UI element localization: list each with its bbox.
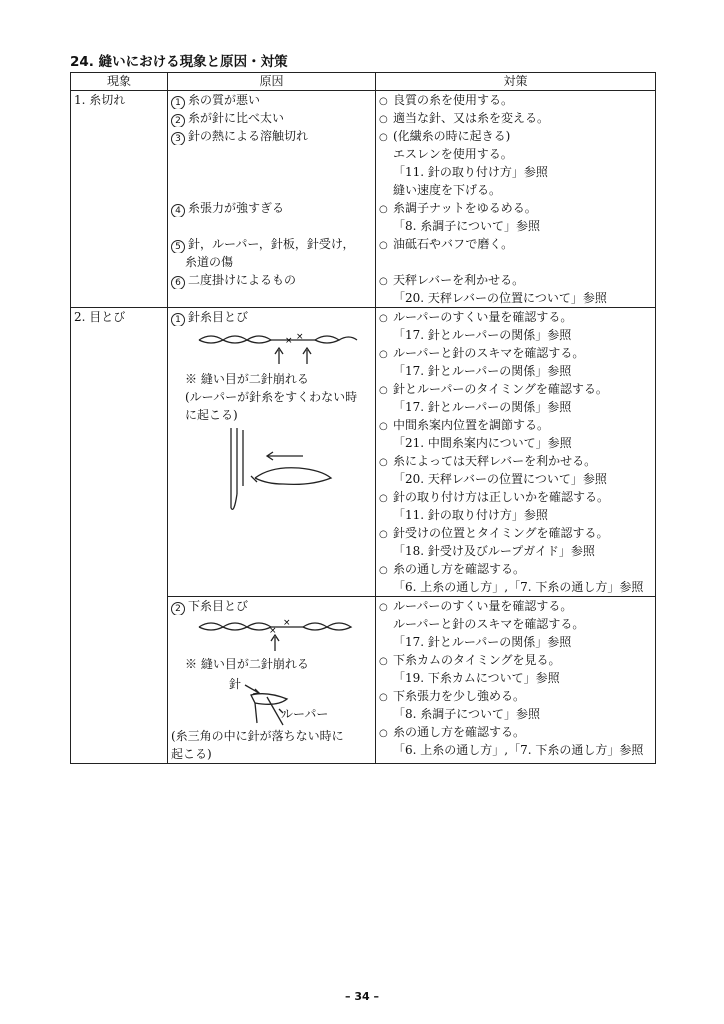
cause-cell xyxy=(168,597,376,764)
measure-ref: 「6. 上糸の通し方」,「7. 下糸の通し方」参照 xyxy=(393,580,644,594)
measure-item: ルーパーと針のスキマを確認する。 xyxy=(393,617,585,631)
cause-item: 2 下糸目とび xyxy=(171,597,372,615)
measure-ref: 「17. 針とルーパーの関係」参照 xyxy=(393,364,572,378)
svg-text:×: × xyxy=(296,332,304,342)
measure-item: ○ 糸によっては天秤レバーを利かせる。 xyxy=(379,454,597,468)
phenomenon-cell xyxy=(71,308,168,764)
cause-note: (ルーパーが針糸をすくわない時 xyxy=(185,390,358,404)
needle-label: 針 xyxy=(229,677,242,691)
measure-ref: 「20. 天秤レバーの位置について」参照 xyxy=(393,472,607,486)
measure-item: ○ ルーパーと針のスキマを確認する。 xyxy=(379,346,585,360)
header-cause: 原因 xyxy=(168,73,376,91)
troubleshooting-table xyxy=(70,72,656,764)
measure-ref: 「20. 天秤レバーの位置について」参照 xyxy=(393,291,607,305)
measure-item: エスレンを使用する。 xyxy=(393,147,513,161)
measure-ref: 「17. 針とルーパーの関係」参照 xyxy=(393,400,572,414)
measure-item: ○ 糸調子ナットをゆるめる。 xyxy=(379,201,537,215)
measure-ref: 「8. 糸調子について」参照 xyxy=(393,707,541,721)
cause-cell xyxy=(168,91,376,308)
cause-item: 1 糸の質が悪い xyxy=(171,91,372,109)
measure-cell xyxy=(376,597,656,764)
phenomenon-label: 2. 目とび xyxy=(74,310,126,324)
stitch-diagram-icon xyxy=(171,615,371,655)
cause-note: ※ 縫い目が二針崩れる xyxy=(185,372,309,386)
cause-note: 起こる) xyxy=(171,747,212,761)
cause-item-cont: 糸道の傷 xyxy=(185,255,234,269)
measure-item: 縫い速度を下げる。 xyxy=(393,183,502,197)
cause-note: ※ 縫い目が二針崩れる xyxy=(185,657,309,671)
cause-note: (糸三角の中に針が落ちない時に xyxy=(171,729,344,743)
page-number: – 34 – xyxy=(345,990,379,1003)
phenomenon-label: 1. 糸切れ xyxy=(74,93,126,107)
page-title: 24. 縫いにおける現象と原因・対策 xyxy=(70,54,288,70)
measure-item: ○ 適当な針、又は糸を変える。 xyxy=(379,111,550,125)
phenomenon-cell xyxy=(71,91,168,308)
table-row xyxy=(71,91,656,308)
needle-looper-diagram-icon xyxy=(171,424,371,516)
measure-cell xyxy=(376,91,656,308)
measure-ref: 「6. 上糸の通し方」,「7. 下糸の通し方」参照 xyxy=(393,743,644,757)
measure-ref: 「21. 中間糸案内について」参照 xyxy=(393,436,572,450)
measure-item: ○ 糸の通し方を確認する。 xyxy=(379,562,526,576)
measure-item: ○ 糸の通し方を確認する。 xyxy=(379,725,526,739)
looper-label: ルーパー xyxy=(281,707,329,721)
cause-item: 6 二度掛けによるもの xyxy=(171,271,372,289)
measure-item: ○ ルーパーのすくい量を確認する。 xyxy=(379,599,573,613)
measure-item: ○ 下糸張力を少し強める。 xyxy=(379,689,526,703)
table-header-row xyxy=(71,73,656,91)
table-row xyxy=(71,308,656,597)
measure-ref: 「19. 下糸カムについて」参照 xyxy=(393,671,560,685)
measure-item: ○ ルーパーのすくい量を確認する。 xyxy=(379,310,573,324)
measure-cell xyxy=(376,308,656,597)
measure-ref: 「18. 針受け及びループガイド」参照 xyxy=(393,544,595,558)
measure-ref: 「17. 針とルーパーの関係」参照 xyxy=(393,328,572,342)
cause-cell xyxy=(168,308,376,597)
needle-looper-figure xyxy=(171,673,372,727)
measure-ref: 「17. 針とルーパーの関係」参照 xyxy=(393,635,572,649)
measure-item: ○ 針とルーパーのタイミングを確認する。 xyxy=(379,382,608,396)
measure-item: ○ 針受けの位置とタイミングを確認する。 xyxy=(379,526,609,540)
cause-item: 3 針の熱による溶触切れ xyxy=(171,127,372,145)
svg-text:×: × xyxy=(285,336,293,346)
svg-text:×: × xyxy=(269,626,277,636)
needle-looper-diagram-icon xyxy=(171,673,371,727)
svg-text:×: × xyxy=(283,618,291,628)
header-phenomenon: 現象 xyxy=(71,73,168,91)
measure-item: ○ 良質の糸を使用する。 xyxy=(379,93,514,107)
measure-ref: 「8. 糸調子について」参照 xyxy=(393,219,541,233)
header-countermeasure: 対策 xyxy=(376,73,656,91)
cause-item: 2 糸が針に比べ太い xyxy=(171,109,372,127)
measure-item: ○ 油砥石やバフで磨く。 xyxy=(379,237,514,251)
cause-item: 5 針，ルーパー，針板，針受け， xyxy=(171,235,372,253)
measure-item: ○ 天秤レバーを利かせる。 xyxy=(379,273,525,287)
measure-item: ○ 針の取り付け方は正しいかを確認する。 xyxy=(379,490,610,504)
stitch-diagram-icon xyxy=(171,326,371,370)
measure-ref: 「11. 針の取り付け方」参照 xyxy=(393,508,548,522)
measure-item: ○ 下糸カムのタイミングを見る。 xyxy=(379,653,561,667)
measure-item: ○ (化繊糸の時に起きる) xyxy=(379,129,511,143)
cause-item: 1 針糸目とび xyxy=(171,308,372,326)
measure-ref: 「11. 針の取り付け方」参照 xyxy=(393,165,548,179)
cause-note: に起こる) xyxy=(185,408,238,422)
cause-item: 4 糸張力が強すぎる xyxy=(171,199,372,217)
measure-item: ○ 中間糸案内位置を調節する。 xyxy=(379,418,550,432)
